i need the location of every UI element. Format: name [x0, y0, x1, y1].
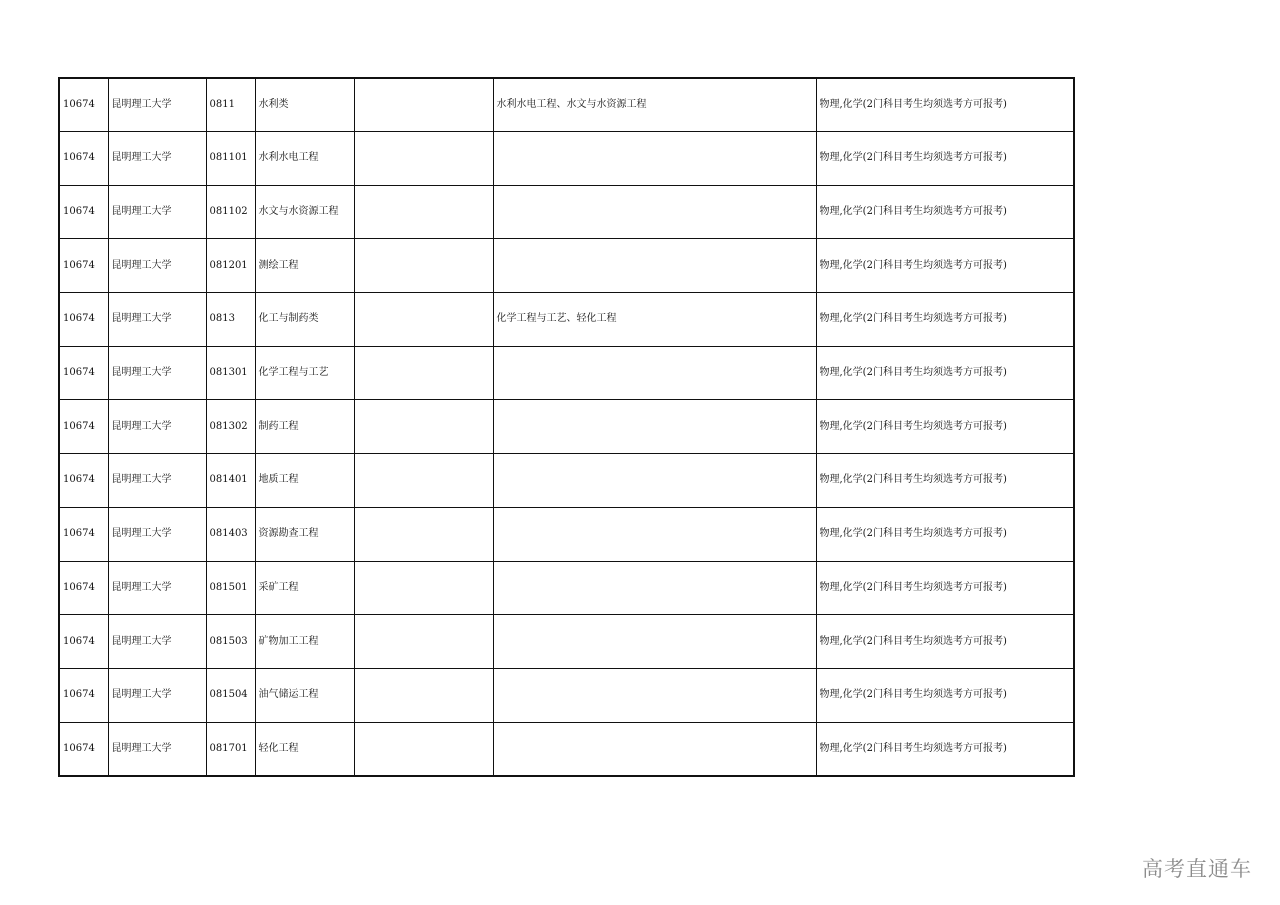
table-row: [59, 293, 1074, 347]
major-name-cell: 轻化工程: [255, 722, 354, 776]
table-row: [59, 78, 1074, 132]
school-name-cell: 昆明理工大学: [108, 507, 206, 561]
major-name-cell: 水利水电工程: [255, 132, 354, 186]
school-name-cell: 昆明理工大学: [108, 668, 206, 722]
school-name-cell: 昆明理工大学: [108, 185, 206, 239]
major-name-cell: 化学工程与工艺: [255, 346, 354, 400]
major-code-cell: 081501: [206, 561, 255, 615]
subject-requirement-cell: 物理,化学(2门科目考生均须选考方可报考): [816, 454, 1074, 508]
school-code-cell: 10674: [59, 615, 108, 669]
school-name-cell: 昆明理工大学: [108, 400, 206, 454]
note-cell: [354, 561, 493, 615]
major-code-cell: 081302: [206, 400, 255, 454]
table-row: [59, 615, 1074, 669]
subject-requirement-cell: 物理,化学(2门科目考生均须选考方可报考): [816, 239, 1074, 293]
included-majors-cell: [493, 400, 816, 454]
major-code-cell: 0811: [206, 78, 255, 132]
major-name-cell: 测绘工程: [255, 239, 354, 293]
included-majors-cell: [493, 615, 816, 669]
subject-requirement-cell: 物理,化学(2门科目考生均须选考方可报考): [816, 722, 1074, 776]
included-majors-cell: [493, 454, 816, 508]
subject-requirement-cell: 物理,化学(2门科目考生均须选考方可报考): [816, 615, 1074, 669]
table-row: [59, 561, 1074, 615]
included-majors-cell: [493, 561, 816, 615]
major-code-cell: 081101: [206, 132, 255, 186]
major-requirements-table: [58, 77, 1075, 777]
major-code-cell: 081403: [206, 507, 255, 561]
major-code-cell: 081503: [206, 615, 255, 669]
subject-requirement-cell: 物理,化学(2门科目考生均须选考方可报考): [816, 293, 1074, 347]
major-name-cell: 采矿工程: [255, 561, 354, 615]
table-row: [59, 239, 1074, 293]
note-cell: [354, 346, 493, 400]
subject-requirement-cell: 物理,化学(2门科目考生均须选考方可报考): [816, 561, 1074, 615]
included-majors-cell: [493, 346, 816, 400]
school-name-cell: 昆明理工大学: [108, 615, 206, 669]
school-code-cell: 10674: [59, 722, 108, 776]
note-cell: [354, 668, 493, 722]
note-cell: [354, 132, 493, 186]
major-code-cell: 0813: [206, 293, 255, 347]
note-cell: [354, 454, 493, 508]
note-cell: [354, 722, 493, 776]
major-name-cell: 水文与水资源工程: [255, 185, 354, 239]
school-code-cell: 10674: [59, 668, 108, 722]
table-row: [59, 668, 1074, 722]
school-code-cell: 10674: [59, 185, 108, 239]
school-name-cell: 昆明理工大学: [108, 78, 206, 132]
major-code-cell: 081102: [206, 185, 255, 239]
included-majors-cell: [493, 185, 816, 239]
subject-requirement-cell: 物理,化学(2门科目考生均须选考方可报考): [816, 78, 1074, 132]
school-code-cell: 10674: [59, 293, 108, 347]
school-name-cell: 昆明理工大学: [108, 346, 206, 400]
note-cell: [354, 293, 493, 347]
major-code-cell: 081401: [206, 454, 255, 508]
included-majors-cell: [493, 722, 816, 776]
included-majors-cell: [493, 668, 816, 722]
school-name-cell: 昆明理工大学: [108, 293, 206, 347]
included-majors-cell: [493, 239, 816, 293]
included-majors-cell: 化学工程与工艺、轻化工程: [493, 293, 816, 347]
included-majors-cell: 水利水电工程、水文与水资源工程: [493, 78, 816, 132]
school-name-cell: 昆明理工大学: [108, 454, 206, 508]
major-code-cell: 081701: [206, 722, 255, 776]
major-code-cell: 081301: [206, 346, 255, 400]
major-code-cell: 081504: [206, 668, 255, 722]
subject-requirement-cell: 物理,化学(2门科目考生均须选考方可报考): [816, 507, 1074, 561]
school-name-cell: 昆明理工大学: [108, 239, 206, 293]
major-name-cell: 资源勘查工程: [255, 507, 354, 561]
major-name-cell: 地质工程: [255, 454, 354, 508]
table-row: [59, 132, 1074, 186]
school-code-cell: 10674: [59, 346, 108, 400]
school-code-cell: 10674: [59, 132, 108, 186]
major-name-cell: 制药工程: [255, 400, 354, 454]
included-majors-cell: [493, 132, 816, 186]
school-code-cell: 10674: [59, 239, 108, 293]
major-name-cell: 矿物加工工程: [255, 615, 354, 669]
school-name-cell: 昆明理工大学: [108, 722, 206, 776]
school-name-cell: 昆明理工大学: [108, 132, 206, 186]
school-code-cell: 10674: [59, 78, 108, 132]
school-code-cell: 10674: [59, 454, 108, 508]
note-cell: [354, 507, 493, 561]
subject-requirement-cell: 物理,化学(2门科目考生均须选考方可报考): [816, 185, 1074, 239]
table-row: [59, 346, 1074, 400]
subject-requirement-cell: 物理,化学(2门科目考生均须选考方可报考): [816, 132, 1074, 186]
school-code-cell: 10674: [59, 400, 108, 454]
table-row: [59, 722, 1074, 776]
note-cell: [354, 78, 493, 132]
note-cell: [354, 185, 493, 239]
subject-requirement-cell: 物理,化学(2门科目考生均须选考方可报考): [816, 346, 1074, 400]
note-cell: [354, 615, 493, 669]
school-code-cell: 10674: [59, 507, 108, 561]
school-name-cell: 昆明理工大学: [108, 561, 206, 615]
major-name-cell: 化工与制药类: [255, 293, 354, 347]
subject-requirement-cell: 物理,化学(2门科目考生均须选考方可报考): [816, 400, 1074, 454]
note-cell: [354, 239, 493, 293]
school-code-cell: 10674: [59, 561, 108, 615]
subject-requirement-cell: 物理,化学(2门科目考生均须选考方可报考): [816, 668, 1074, 722]
table-body: [59, 78, 1074, 776]
table-row: [59, 185, 1074, 239]
major-code-cell: 081201: [206, 239, 255, 293]
major-name-cell: 油气储运工程: [255, 668, 354, 722]
table-row: [59, 507, 1074, 561]
major-name-cell: 水利类: [255, 78, 354, 132]
table-row: [59, 400, 1074, 454]
included-majors-cell: [493, 507, 816, 561]
note-cell: [354, 400, 493, 454]
watermark: 高考直通车: [1142, 857, 1252, 881]
table-row: [59, 454, 1074, 508]
